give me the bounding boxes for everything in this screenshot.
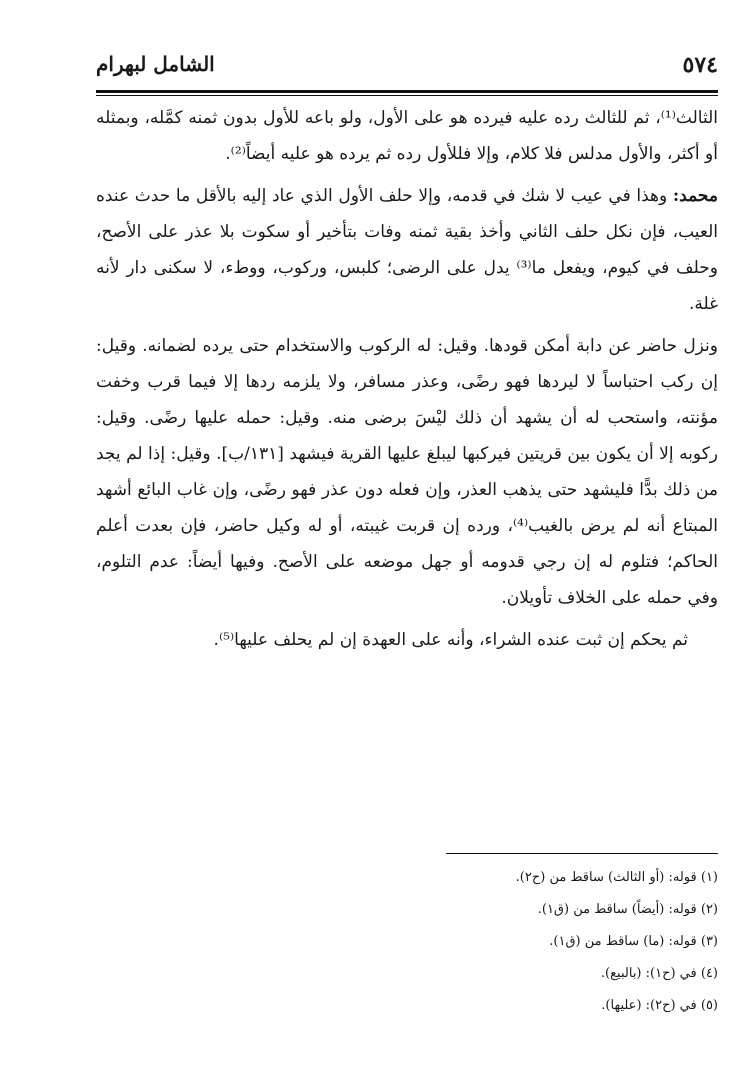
header-rule-thin (96, 95, 718, 96)
paragraph-2-text: وهذا في عيب لا شك في قدمه، وإلا حلف الأول الذي عاد إليه بالأقل ما حدث عنده العيب، فإن نكل حلف الثاني وأخذ بقية ثمنه وفات بتأخير أو سكوت بلا عذر على الأصح، وحلف في كيوم، ويفعل ما⁽³⁾ يدل على الرضى؛ كلبس، وركوب، ووطء، لا سكنى دار لأنه غلة. (96, 186, 718, 314)
paragraph-1: الثالث⁽¹⁾، ثم للثالث رده عليه فيرده هو على الأول، ولو باعه للأول بدون ثمنه كمَّله، وبمثله أو أكثر، والأول مدلس فلا كلام، وإلا فللأول رده ثم يرده هو عليه أيضاً⁽²⁾. (96, 108, 718, 164)
author-name: محمد: (672, 186, 719, 206)
paragraph-2 (96, 178, 718, 322)
footnote-5: (٥) في (ح٢): (عليها). (601, 998, 718, 1013)
page-number: ٥٧٤ (682, 52, 718, 78)
footnote-separator (446, 853, 718, 854)
footnote-4: (٤) في (ح١): (بالبيع). (600, 966, 718, 981)
paragraph-4: ثم يحكم إن ثبت عنده الشراء، وأنه على العهدة إن لم يحلف عليها⁽⁵⁾. (213, 630, 688, 650)
main-text (96, 100, 718, 664)
footnote-2: (٢) قوله: (أيضاً) ساقط من (ق١). (537, 902, 718, 917)
page-header (96, 48, 718, 88)
footnote-3: (٣) قوله: (ما) ساقط من (ق١). (549, 934, 718, 949)
running-title: الشامل لبهرام (96, 52, 215, 76)
header-rule-thick (96, 90, 718, 93)
footnote-1: (١) قوله: (أو الثالث) ساقط من (ح٢). (515, 870, 718, 885)
footnotes (300, 862, 718, 1022)
paragraph-3: ونزل حاضر عن دابة أمكن قودها. وقيل: له الركوب والاستخدام حتى يرده لضمانه. وقيل: إن ركب احتباساً لا ليردها فهو رضًى، وعذر مسافر، ولا يلزمه ردها إلا فيما قرب وخفت مؤنته، واستحب له أن يشهد أن ذلك ليْسَ برضى منه. وقيل: حمله عليها رضًى. وقيل: ركوبه إلا أن يكون بين قريتين فيركبها ليبلغ عليها القرية فيشهد [١٣١/ب]. وقيل: إذا لم يجد من ذلك بدًّا فليشهد حتى يذهب العذر، وإن فعله دون عذر فهو رضًى، وإن غاب البائع أشهد المبتاع أنه لم يرض بالغيب⁽⁴⁾، ورده إن قربت غيبته، أو له وكيل حاضر، فإن بعدت أعلم الحاكم؛ فتلوم له إن رجي قدومه أو جهل موضعه على الأصح. وفيها أيضاً: عدم التلوم، وفي حمله على الخلاف تأويلان. (96, 336, 719, 608)
